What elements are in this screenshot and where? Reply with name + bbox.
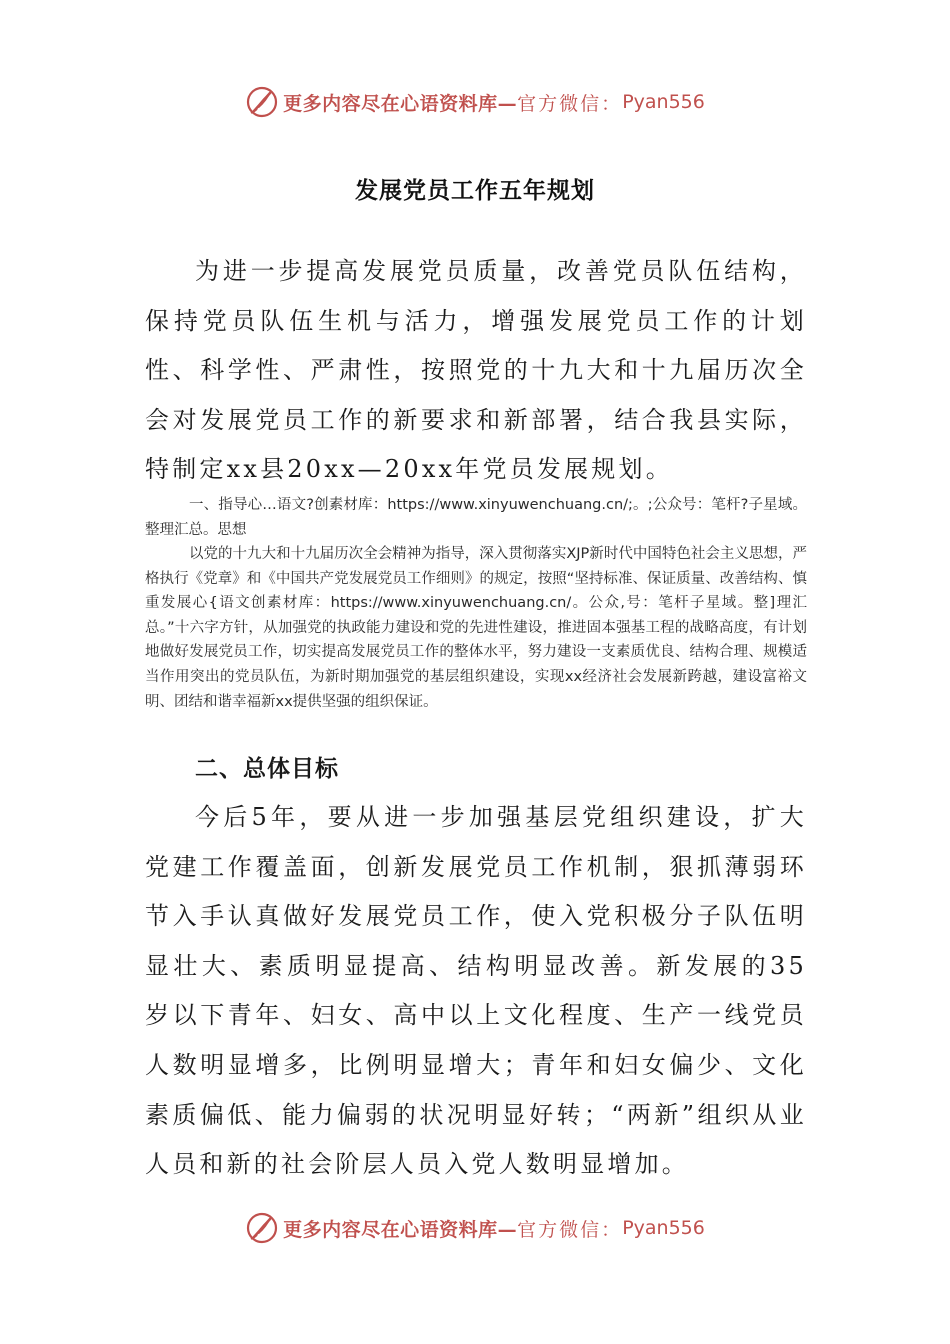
banner-text: 更多内容尽在心语资料库— <box>283 92 518 115</box>
banner-wechat-label: 官方微信： <box>517 1218 623 1241</box>
intro-paragraph: 为进一步提高发展党员质量，改善党员队伍结构，保持党员队伍生机与活力，增强发展党员工作的计划性、科学性、严肃性，按照党的十九大和十九届历次全会对发展党员工作的新要求和新部署，结合我县实际，特制定xx县20xx—20xx年党员发展规划。 <box>145 257 807 484</box>
banner-wechat-id: Pyan556 <box>622 91 705 113</box>
section1-heading-line: 一、指导心…语文?创素材库：https://www.xinyuwenchuang.cn/;。;公众号：笔杆?子星域。整理汇总。思想 <box>145 497 807 538</box>
banner-wechat-label: 官方微信： <box>517 92 623 115</box>
banner-wechat-id: Pyan556 <box>622 1217 705 1239</box>
header-banner <box>0 82 950 122</box>
quill-pen-logo-icon <box>245 85 279 119</box>
document-title: 发展党员工作五年规划 <box>355 177 595 204</box>
section2-heading: 二、总体目标 <box>195 756 339 782</box>
section2-body: 今后5年，要从进一步加强基层党组织建设，扩大党建工作覆盖面，创新发展党员工作机制，狠抓薄弱环节入手认真做好发展党员工作，使入党积极分子队伍明显壮大、素质明显提高、结构明显改善。新发展的35岁以下青年、妇女、高中以上文化程度、生产一线党员人数明显增多，比例明显增大；青年和妇女偏少、文化素质偏低、能力偏弱的状况明显好转；“两新”组织从业人员和新的社会阶层人员入党人数明显增加。 <box>145 803 807 1179</box>
footer-banner <box>0 1208 950 1248</box>
banner-text: 更多内容尽在心语资料库— <box>283 1218 518 1241</box>
section1-body: 以党的十九大和十九届历次全会精神为指导，深入贯彻落实XJP新时代中国特色社会主义思想，严格执行《党章》和《中国共产党发展党员工作细则》的规定，按照“坚持标准、保证质量、改善结构、慎重发展心{语文创素材库：https://www.xinyuwenchuang.cn/。公众,号：笔杆子星域。整]理汇总。”十六字方针，从加强党的执政能力建设和党的先进性建设，推进固本强基工程的战略高度，有计划地做好发展党员工作，切实提高发展党员工作的整体水平，努力建设一支素质优良、结构合理、规模适当作用突出的党员队伍，为新时期加强党的基层组织建设，实现xx经济社会发展新跨越，建设富裕文明、团结和谐幸福新xx提供坚强的组织保证。 <box>145 546 807 710</box>
quill-pen-logo-icon <box>245 1211 279 1245</box>
